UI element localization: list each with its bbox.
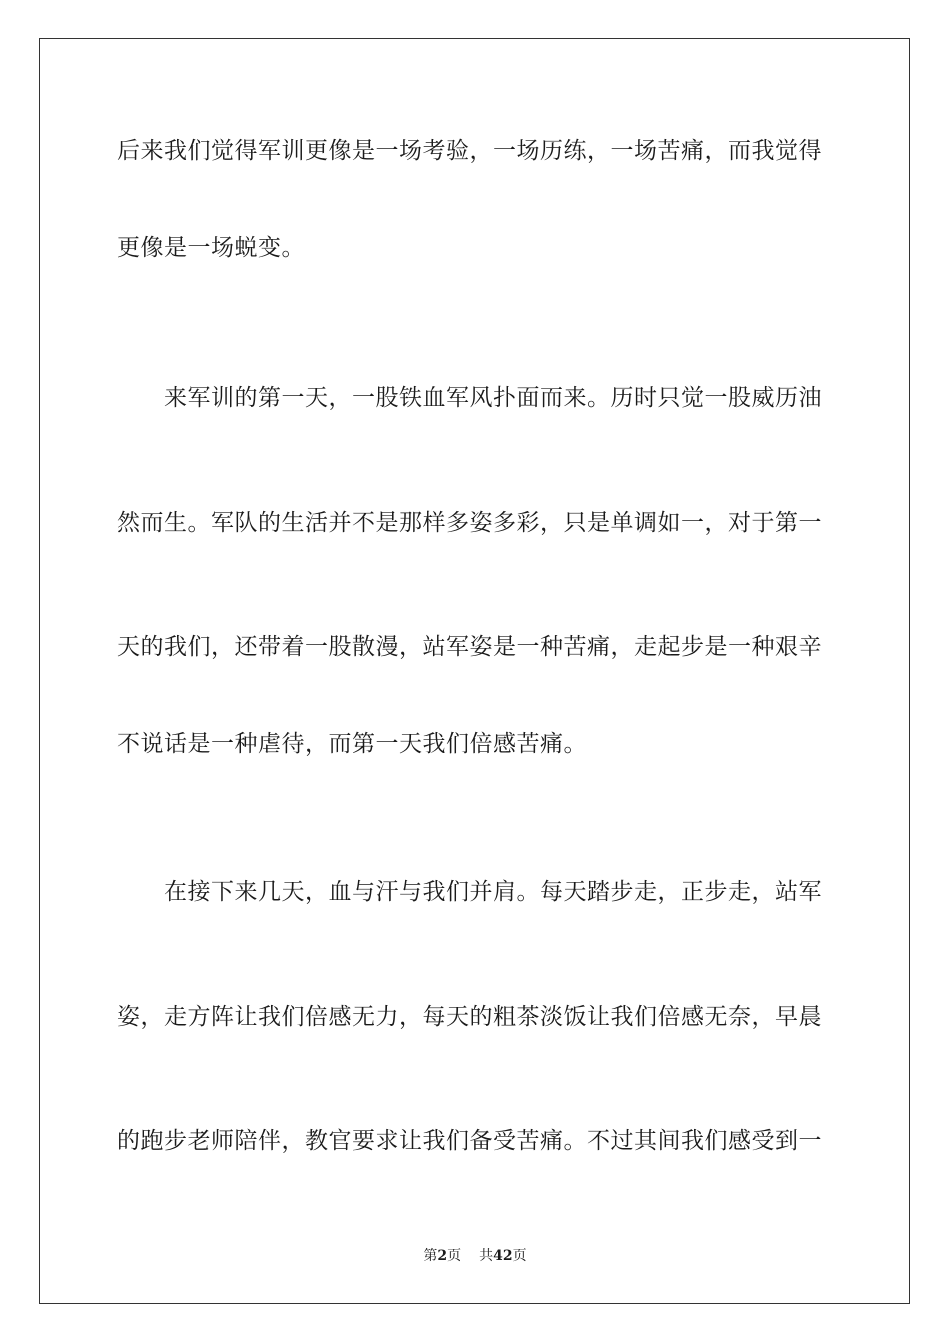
total-suffix: 页	[512, 1248, 527, 1264]
page-suffix: 页	[447, 1248, 462, 1264]
body-text-line-9: 的跑步老师陪伴，教官要求让我们备受苦痛。不过其间我们感受到一	[117, 1128, 822, 1154]
page-prefix: 第	[423, 1248, 438, 1264]
body-text-line-2: 更像是一场蜕变。	[117, 235, 305, 261]
page-footer	[0, 1247, 950, 1265]
total-prefix: 共	[479, 1248, 494, 1264]
body-text-line-6: 不说话是一种虐待，而第一天我们倍感苦痛。	[117, 731, 587, 757]
body-text-line-1: 后来我们觉得军训更像是一场考验，一场历练，一场苦痛，而我觉得	[117, 138, 822, 164]
page-number: 2	[437, 1248, 448, 1264]
body-text-line-3: 来军训的第一天，一股铁血军风扑面而来。历时只觉一股威历油	[117, 385, 822, 411]
page-border	[39, 38, 910, 1304]
total-pages: 42	[493, 1248, 513, 1264]
body-text-line-8: 姿，走方阵让我们倍感无力，每天的粗茶淡饭让我们倍感无奈，早晨	[117, 1004, 822, 1030]
body-text-line-7: 在接下来几天，血与汗与我们并肩。每天踏步走，正步走，站军	[117, 879, 822, 905]
body-text-line-4: 然而生。军队的生活并不是那样多姿多彩，只是单调如一，对于第一	[117, 510, 822, 536]
body-text-line-5: 天的我们，还带着一股散漫，站军姿是一种苦痛，走起步是一种艰辛	[117, 634, 822, 660]
